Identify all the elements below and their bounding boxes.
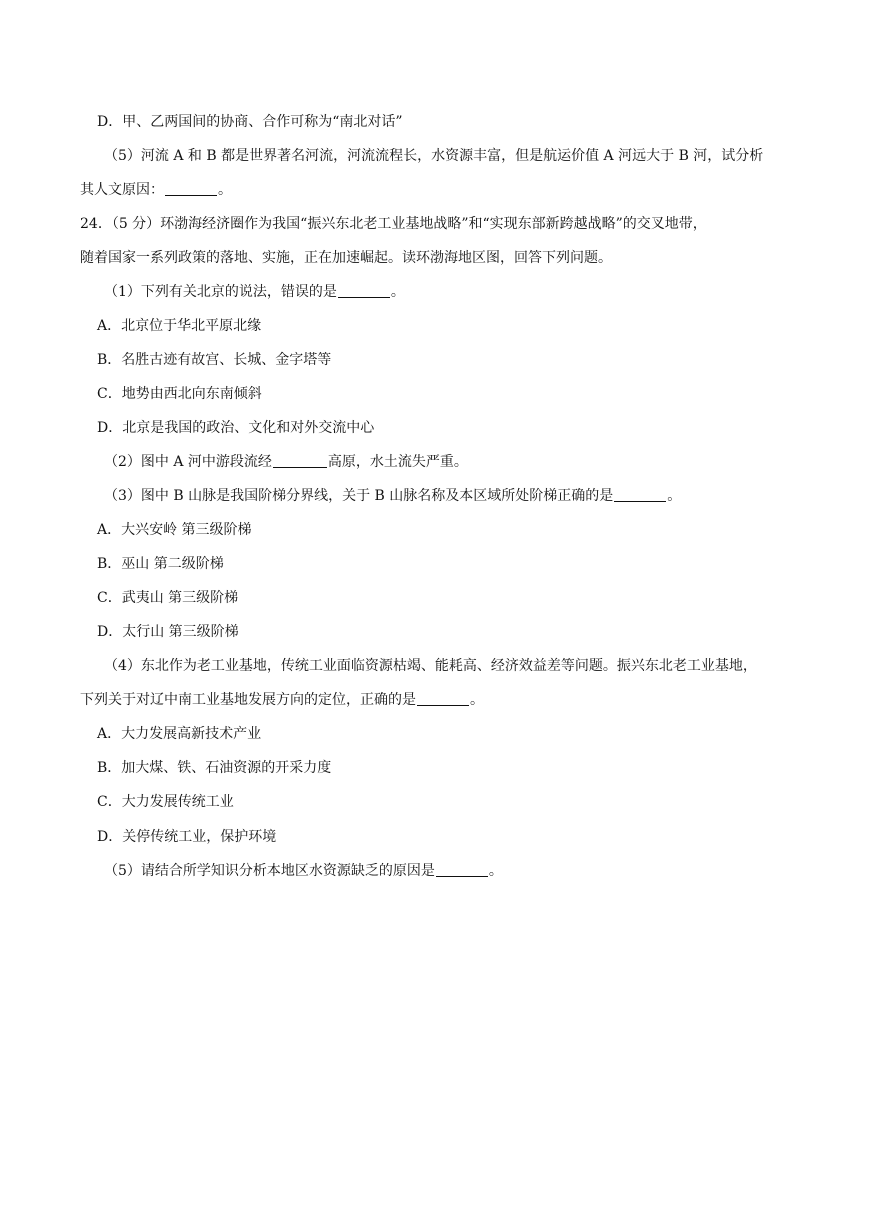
answer-blank[interactable] xyxy=(436,862,488,877)
answer-blank[interactable] xyxy=(273,453,327,468)
q23-sub5-prefix: 其人文原因： xyxy=(80,182,164,198)
q24-sub1-option-c: C．地势由西北向东南倾斜 xyxy=(97,386,262,402)
q24-sub1-option-a: A．北京位于华北平原北缘 xyxy=(97,318,262,334)
q24-sub3-option-c: C．武夷山 第三级阶梯 xyxy=(97,590,239,606)
q24-sub3-text: （3）图中 B 山脉是我国阶梯分界线，关于 B 山脉名称及本区域所处阶梯正确的是 xyxy=(104,488,614,504)
q24-sub3-option-a: A．大兴安岭 第三级阶梯 xyxy=(97,522,252,538)
q24-sub3-suffix: 。 xyxy=(667,488,682,504)
q24-sub4-text: 下列关于对辽中南工业基地发展方向的定位，正确的是 xyxy=(80,692,416,708)
q23-option-d: D．甲、乙两国间的协商、合作可称为“南北对话” xyxy=(97,114,403,130)
q24-sub3-question xyxy=(104,486,681,506)
q24-sub4-option-c: C．大力发展传统工业 xyxy=(97,794,234,810)
q23-sub5-line2 xyxy=(80,180,232,200)
answer-blank[interactable] xyxy=(338,283,390,298)
q24-sub1-option-b: B．名胜古迹有故宫、长城、金字塔等 xyxy=(97,352,332,368)
q24-stem-line1: 24．（5 分）环渤海经济圈作为我国“振兴东北老工业基地战略”和“实现东部新跨越战略”的交叉地带， xyxy=(80,216,707,232)
answer-blank[interactable] xyxy=(417,691,469,706)
q24-stem-line2: 随着国家一系列政策的落地、实施，正在加速崛起。读环渤海地区图，回答下列问题。 xyxy=(80,250,612,266)
q24-sub5-question xyxy=(104,861,503,881)
q24-sub5-suffix: 。 xyxy=(488,863,503,879)
q24-sub3-option-b: B．巫山 第二级阶梯 xyxy=(97,556,224,572)
q24-sub2-suffix: 高原，水土流失严重。 xyxy=(327,454,468,470)
q24-sub4-line1: （4）东北作为老工业基地，传统工业面临资源枯竭、能耗高、经济效益差等问题。振兴东北老工业基地， xyxy=(104,658,757,674)
q24-sub1-suffix: 。 xyxy=(390,284,405,300)
q24-sub4-option-d: D．关停传统工业，保护环境 xyxy=(97,829,277,845)
q24-sub1-question xyxy=(104,282,405,302)
q24-sub4-line2 xyxy=(80,690,484,710)
q24-sub2-question xyxy=(104,452,468,472)
q24-sub5-text: （5）请结合所学知识分析本地区水资源缺乏的原因是 xyxy=(104,863,435,879)
q24-sub4-suffix: 。 xyxy=(470,692,484,708)
q23-sub5-suffix: 。 xyxy=(218,182,232,198)
q24-sub4-option-a: A．大力发展高新技术产业 xyxy=(97,726,262,742)
q24-sub3-option-d: D．太行山 第三级阶梯 xyxy=(97,624,239,640)
answer-blank[interactable] xyxy=(165,181,217,196)
answer-blank[interactable] xyxy=(614,487,666,502)
q23-sub5-line1: （5）河流 A 和 B 都是世界著名河流，河流流程长，水资源丰富，但是航运价值 A 河远大于 B 河，试分析 xyxy=(104,148,764,164)
q24-sub1-text: （1）下列有关北京的说法，错误的是 xyxy=(104,284,337,300)
q24-sub2-text: （2）图中 A 河中游段流经 xyxy=(104,454,272,470)
q24-sub4-option-b: B．加大煤、铁、石油资源的开采力度 xyxy=(97,760,332,776)
q24-sub1-option-d: D．北京是我国的政治、文化和对外交流中心 xyxy=(97,420,375,436)
